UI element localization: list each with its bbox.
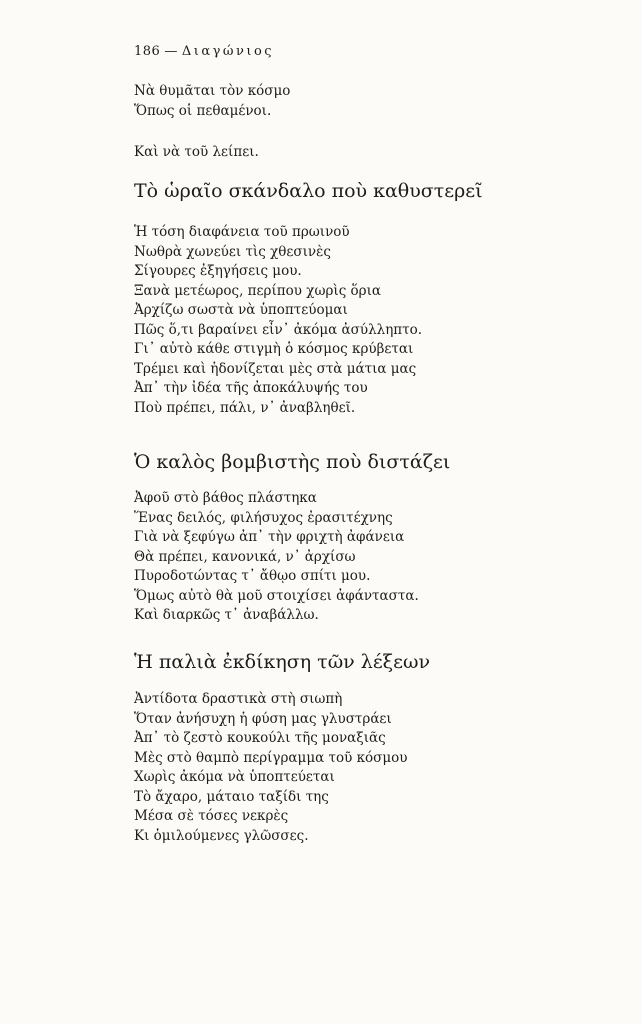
verse-line: Τρέμει καὶ ἡδονίζεται μὲς στὰ μάτια μας: [134, 360, 417, 377]
verse-line: Ὅμως αὐτὸ θὰ μοῦ στοιχίσει ἀφάνταστα.: [134, 587, 419, 604]
poem-title-3: Ἡ παλιὰ ἐκδίκηση τῶν λέξεων: [134, 651, 431, 673]
verse-line: Θὰ πρέπει, κανονικά, ν᾽ ἀρχίσω: [134, 548, 356, 565]
poem-3-verses: [134, 690, 408, 846]
verse-line: Ἕνας δειλός, φιλήσυχος ἐρασιτέχνης: [134, 509, 393, 526]
verse-line: Σίγουρες ἐξηγήσεις μου.: [134, 263, 302, 279]
verse-line: Χωρὶς ἀκόμα νὰ ὑποπτεύεται: [134, 769, 335, 785]
header-dash: —: [164, 44, 178, 59]
poem-1-verses: [134, 223, 422, 418]
poem-title-1: Τὸ ὡραῖο σκάνδαλο ποὺ καθυστερεῖ: [134, 180, 483, 202]
verse-line: Ξανὰ μετέωρος, περίπου χωρὶς ὅρια: [134, 282, 382, 299]
verse-line: Νωθρὰ χωνεύει τὶς χθεσινὲς: [134, 243, 331, 260]
verse-line: Μὲς στὸ θαμπὸ περίγραμμα τοῦ κόσμου: [134, 749, 408, 766]
verse-line: Γιὰ νὰ ξεφύγω ἀπ᾽ τὴν φριχτὴ ἀφάνεια: [134, 529, 405, 545]
verse-line: Πυροδοτώντας τ᾽ ἄθῳο σπίτι μου.: [134, 568, 371, 584]
verse-line: Γι᾽ αὐτὸ κάθε στιγμὴ ὁ κόσμος κρύβεται: [134, 341, 414, 357]
verse-line: Μέσα σὲ τόσες νεκρὲς: [134, 808, 289, 824]
verse-line: Πῶς ὅ,τι βαραίνει εἶν᾽ ἀκόμα ἀσύλληπτο.: [134, 321, 423, 338]
opening-stanza-2: [134, 143, 259, 163]
verse-line: Ἡ τόση διαφάνεια τοῦ πρωινοῦ: [134, 224, 350, 240]
verse-line: Ἀπ᾽ τὴν ἰδέα τῆς ἀποκάλυψής του: [134, 380, 368, 396]
verse-line: Ἀπ᾽ τὸ ζεστὸ κουκούλι τῆς μοναξιᾶς: [134, 730, 386, 746]
verse-line: Καὶ διαρκῶς τ᾽ ἀναβάλλω.: [134, 607, 319, 623]
verse-line: Ὅπως οἱ πεθαμένοι.: [134, 102, 272, 119]
verse-line: Ποὺ πρέπει, πάλι, ν᾽ ἀναβληθεῖ.: [134, 399, 356, 416]
poem-2-verses: [134, 489, 419, 626]
running-header: [134, 44, 274, 59]
verse-line: Ὅταν ἀνήσυχη ἡ φύση μας γλυστράει: [134, 710, 392, 727]
verse-line: Νὰ θυμᾶται τὸν κόσμο: [134, 83, 291, 99]
book-title: Διαγώνιος: [181, 44, 275, 59]
page-number: 186: [134, 44, 161, 59]
verse-line: Καὶ νὰ τοῦ λείπει.: [134, 144, 259, 160]
verse-line: Ἀντίδοτα δραστικὰ στὴ σιωπὴ: [134, 691, 343, 707]
verse-line: Κι ὁμιλούμενες γλῶσσες.: [134, 827, 309, 844]
verse-line: Ἀρχίζω σωστὰ νὰ ὑποπτεύομαι: [134, 302, 348, 318]
verse-line: Τὸ ἄχαρο, μάταιο ταξίδι της: [134, 788, 329, 805]
poem-title-2: Ὁ καλὸς βομβιστὴς ποὺ διστάζει: [134, 451, 451, 473]
verse-line: Ἀφοῦ στὸ βάθος πλάστηκα: [134, 490, 317, 506]
opening-stanza-1: [134, 82, 290, 121]
